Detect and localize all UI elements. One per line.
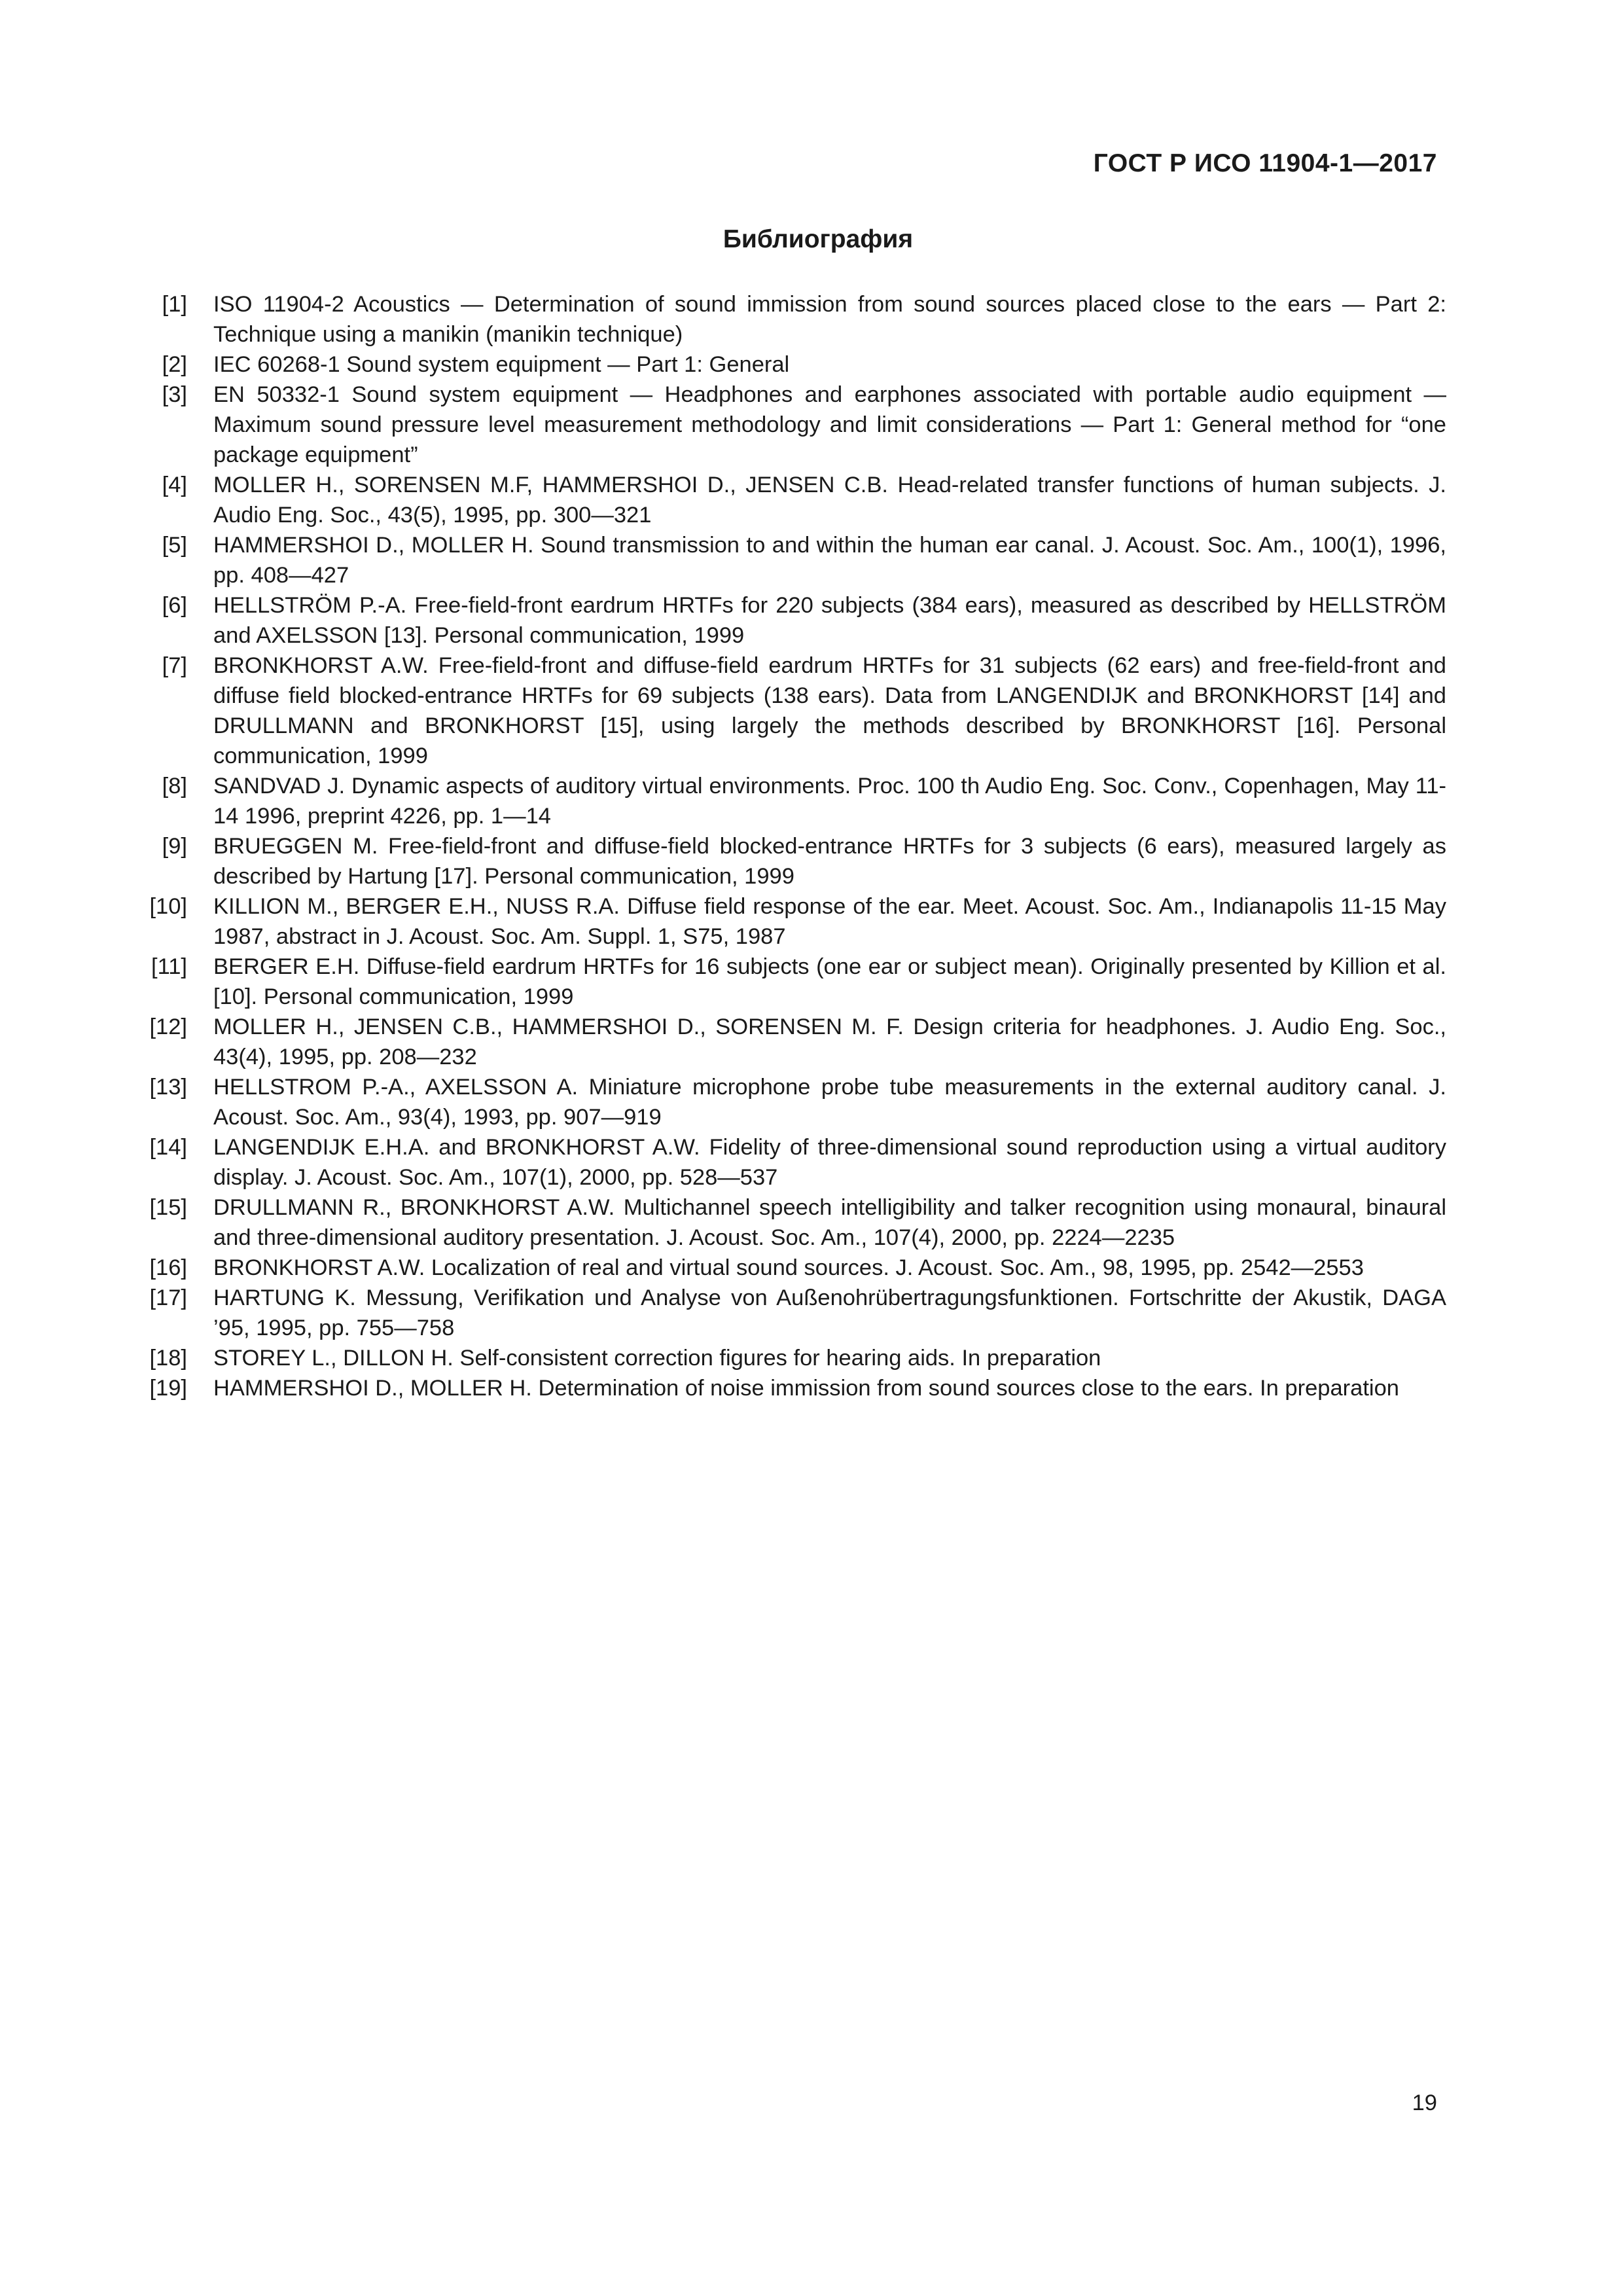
entry-text: ISO 11904-2 Acoustics — Determination of sound immission from sound sources placed close to the ears — Part 2: Technique using a manikin (manikin technique) <box>213 292 1446 347</box>
bibliography-entry <box>111 1072 1446 1132</box>
entry-text: HELLSTRÖM P.-A. Free-field-front eardrum HRTFs for 220 subjects (384 ears), measured as described by HELLSTRÖM and AXELSSON [13]. Personal communication, 1999 <box>213 593 1446 648</box>
bibliography-entry <box>111 1193 1446 1253</box>
entry-text: HARTUNG K. Messung, Verifikation und Analyse von Außenohrübertragungsfunktionen. Fortschritte der Akustik, DAGA ’95, 1995, pp. 755—758 <box>213 1285 1446 1340</box>
entry-text: EN 50332-1 Sound system equipment — Headphones and earphones associated with portable audio equipment — Maximum sound pressure level measurement methodology and limit considerations — Part 1: General method for “one package equipment” <box>213 382 1446 467</box>
entry-number: [16] <box>149 1255 187 1280</box>
bibliography-entry <box>111 1132 1446 1193</box>
entry-number: [2] <box>162 352 187 377</box>
bibliography-entry <box>111 1283 1446 1343</box>
entry-number: [18] <box>149 1346 187 1371</box>
standard-code-header: ГОСТ Р ИСО 11904-1—2017 <box>1093 149 1437 177</box>
entry-text: BERGER E.H. Diffuse-field eardrum HRTFs for 16 subjects (one ear or subject mean). Originally presented by Killion et al. [10]. Personal communication, 1999 <box>213 954 1446 1009</box>
entry-text: MOLLER H., JENSEN C.B., HAMMERSHOI D., SORENSEN M. F. Design criteria for headphones. J. Audio Eng. Soc., 43(4), 1995, pp. 208—232 <box>213 1014 1446 1069</box>
entry-number: [5] <box>162 533 187 558</box>
entry-number: [12] <box>149 1014 187 1039</box>
entry-text: HELLSTROM P.-A., AXELSSON A. Miniature microphone probe tube measurements in the external auditory canal. J. Acoust. Soc. Am., 93(4), 1993, pp. 907—919 <box>213 1075 1446 1130</box>
entry-text: MOLLER H., SORENSEN M.F, HAMMERSHOI D., JENSEN C.B. Head-related transfer functions of human subjects. J. Audio Eng. Soc., 43(5), 1995, pp. 300—321 <box>213 473 1446 528</box>
entry-number: [6] <box>162 593 187 618</box>
entry-text: KILLION M., BERGER E.H., NUSS R.A. Diffuse field response of the ear. Meet. Acoust. Soc. Am., Indianapolis 11-15 May 1987, abstract in J. Acoust. Soc. Am. Suppl. 1, S75, 1987 <box>213 894 1446 949</box>
entry-text: LANGENDIJK E.H.A. and BRONKHORST A.W. Fidelity of three-dimensional sound reproduction using a virtual auditory display. J. Acoust. Soc. Am., 107(1), 2000, pp. 528—537 <box>213 1135 1446 1190</box>
bibliography-entry <box>111 470 1446 530</box>
bibliography-entry <box>111 891 1446 952</box>
entry-number: [10] <box>149 894 187 919</box>
bibliography-entry <box>111 1373 1446 1403</box>
page-number: 19 <box>1412 2090 1437 2115</box>
bibliography-entry <box>111 1343 1446 1373</box>
bibliography-list <box>111 289 1446 1403</box>
bibliography-entry <box>111 1012 1446 1072</box>
entry-number: [19] <box>149 1376 187 1401</box>
entry-number: [15] <box>149 1195 187 1220</box>
entry-number: [1] <box>162 292 187 317</box>
entry-text: DRULLMANN R., BRONKHORST A.W. Multichannel speech intelligibility and talker recognition using monaural, binaural and three-dimensional auditory presentation. J. Acoust. Soc. Am., 107(4), 2000, pp. 2224—2235 <box>213 1195 1446 1250</box>
entry-text: SANDVAD J. Dynamic aspects of auditory virtual environments. Proc. 100 th Audio Eng. Soc. Conv., Copenhagen, May 11-14 1996, preprint 4226, pp. 1—14 <box>213 774 1446 829</box>
bibliography-entry <box>111 952 1446 1012</box>
entry-text: IEC 60268-1 Sound system equipment — Part 1: General <box>213 352 790 377</box>
entry-number: [4] <box>162 473 187 497</box>
bibliography-entry <box>111 289 1446 350</box>
entry-number: [7] <box>162 653 187 678</box>
entry-number: [9] <box>162 834 187 859</box>
bibliography-entry <box>111 530 1446 590</box>
entry-text: BRUEGGEN M. Free-field-front and diffuse-field blocked-entrance HRTFs for 3 subjects (6 ears), measured largely as described by Hartung [17]. Personal communication, 1999 <box>213 834 1446 889</box>
bibliography-entry <box>111 380 1446 470</box>
entry-number: [8] <box>162 774 187 798</box>
bibliography-entry <box>111 350 1446 380</box>
bibliography-entry <box>111 1253 1446 1283</box>
bibliography-entry <box>111 651 1446 771</box>
page-title: Библиография <box>722 225 914 253</box>
entry-number: [13] <box>149 1075 187 1100</box>
bibliography-entry <box>111 771 1446 831</box>
entry-text: STOREY L., DILLON H. Self-consistent correction figures for hearing aids. In preparation <box>213 1346 1101 1371</box>
entry-number: [14] <box>149 1135 187 1160</box>
bibliography-entry <box>111 590 1446 651</box>
bibliography-entry <box>111 831 1446 891</box>
entry-text: HAMMERSHOI D., MOLLER H. Sound transmission to and within the human ear canal. J. Acoust. Soc. Am., 100(1), 1996, pp. 408—427 <box>213 533 1446 588</box>
entry-text: BRONKHORST A.W. Localization of real and virtual sound sources. J. Acoust. Soc. Am., 98, 1995, pp. 2542—2553 <box>213 1255 1364 1280</box>
entry-number: [3] <box>162 382 187 407</box>
entry-text: HAMMERSHOI D., MOLLER H. Determination of noise immission from sound sources close to the ears. In preparation <box>213 1376 1399 1401</box>
entry-number: [11] <box>151 954 187 979</box>
entry-text: BRONKHORST A.W. Free-field-front and diffuse-field eardrum HRTFs for 31 subjects (62 ears) and free-field-front and diffuse field blocked-entrance HRTFs for 69 subjects (138 ears). Data from LANGENDIJK and BRONKHORST [14] and DRULLMANN and BRONKHORST [15], using largely the methods described by BRONKHORST [16]. Personal communication, 1999 <box>213 653 1446 768</box>
entry-number: [17] <box>149 1285 187 1310</box>
